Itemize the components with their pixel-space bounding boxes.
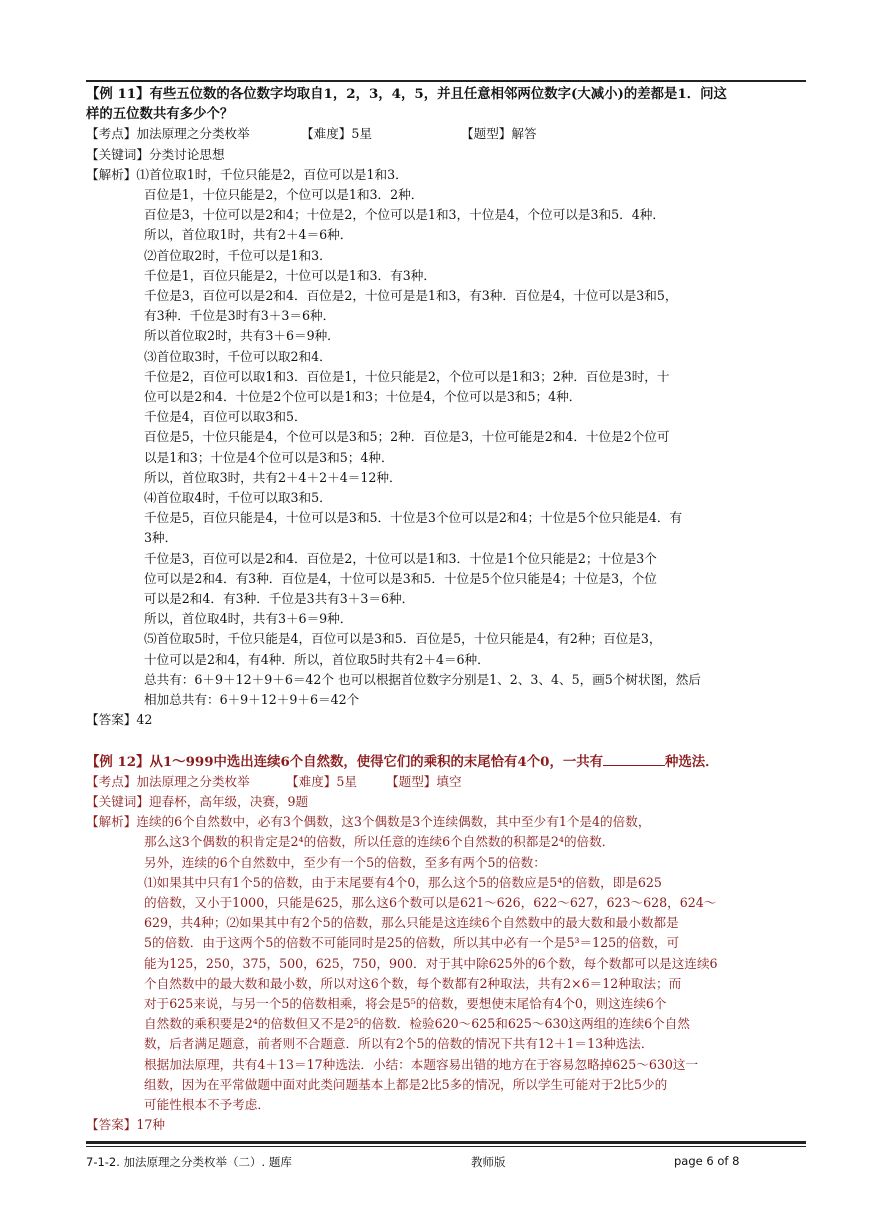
- analysis-line: 所以首位取2时，共有3＋6＝9种．: [144, 328, 340, 344]
- example-11-meta: [86, 124, 806, 144]
- example-11-analysis-first: [86, 165, 806, 185]
- analysis-line: 位可以是2和4．有3种．百位是4，十位可以是3和5．十位是5个位只能是4；十位是3，个位: [144, 570, 657, 586]
- example-12-keyword: 【关键词】迎春杯，高年级，决赛，9题: [86, 793, 309, 809]
- example-12: [86, 752, 806, 1136]
- analysis-line: ⑴如果其中只有1个5的倍数，由于末尾要有4个0，那么这个5的倍数应是5⁴的倍数，即是625: [144, 874, 662, 890]
- analysis-line: ⑷首位取4时，千位可以取3和5．: [144, 490, 332, 506]
- analysis-line: 个自然数中的最大数和最小数，所以对这6个数，每个数都有2种取法，共有2×6＝12种取法；而: [144, 975, 682, 991]
- example-11: [86, 84, 806, 731]
- analysis-line: 所以，首位取1时，共有2＋4＝6种．: [144, 227, 353, 243]
- analysis-line: 629，共4种；⑵如果其中有2个5的倍数，那么只能是这连续6个自然数中的最大数和最小数都是: [144, 915, 679, 931]
- example-12-analysis-first: [86, 812, 806, 832]
- analysis-line: 的倍数，又小于1000，只能是625，那么这6个数可以是621～626，622～627，623～628，624～: [144, 894, 717, 910]
- analysis-line: 可以是2和4．有3种．千位是3共有3＋3＝6种．: [144, 591, 415, 607]
- analysis-line: 自然数的乘积要是2⁴的倍数但又不是2⁵的倍数．检验620～625和625～630这两组的连续6个自然: [144, 1016, 690, 1032]
- analysis-line: 位可以是2和4．十位是2个位可以是1和3；十位是4，个位可以是3和5；4种．: [144, 389, 582, 405]
- analysis-line: ⑸首位取5时，千位只能是4，百位可以是3和5．百位是5，十位只能是4，有2种；百位是3，: [144, 631, 662, 647]
- analysis-line: 相加总共有：6＋9＋12＋9＋6＝42个: [144, 692, 360, 708]
- example-11-kaodian: 【考点】加法原理之分类枚举: [86, 126, 250, 142]
- analysis-line: 百位是3，十位可以是2和4；十位是2，个位可以是1和3，十位是4，个位可以是3和5．4种．: [144, 207, 665, 223]
- example-12-meta: [86, 772, 806, 792]
- analysis-line: 能为125，250，375，500，625，750，900．对于其中除625外的6个数，每个数都可以是这连续6: [144, 955, 718, 971]
- example-11-analysis-label: 【解析】: [86, 166, 137, 182]
- example-11-tixing: 【题型】解答: [461, 126, 537, 142]
- example-11-question-line-2: 样的五位数共有多少个？: [86, 106, 234, 123]
- analysis-line: 所以，首位取3时，共有2＋4＋2＋4＝12种．: [144, 469, 402, 485]
- analysis-line: 可能性根本不予考虑．: [144, 1096, 270, 1112]
- analysis-line: 千位是1，百位只能是2，十位可以是1和3．有3种．: [144, 267, 436, 283]
- example-11-analysis-text: ⑴首位取1时，千位只能是2，百位可以是1和3．: [136, 166, 408, 182]
- analysis-line: 以是1和3；十位是4个位可以是3和5；4种．: [144, 449, 394, 465]
- example-11-analysis-body: [86, 185, 806, 710]
- example-12-nandu: 【难度】5星: [286, 773, 357, 789]
- analysis-line: 千位是4，百位可以取3和5．: [144, 409, 307, 425]
- footer-edition: 教师版: [471, 1155, 506, 1169]
- example-12-analysis-label: 【解析】: [86, 814, 137, 830]
- example-12-analysis-body: [86, 832, 806, 1115]
- top-rule: [86, 80, 806, 82]
- example-11-keyword: 【关键词】分类讨论思想: [86, 146, 225, 162]
- analysis-line: 根据加法原理，共有4＋13＝17种选法．小结：本题容易出错的地方在于容易忽略掉625～630这一: [144, 1056, 699, 1072]
- example-12-question-text: 【例 12】从1～999中选出连续6个自然数，使得它们的乘积的末尾恰有4个0，一共有: [86, 753, 604, 770]
- analysis-line: 对于625来说，与另一个5的倍数相乘，将会是5⁵的倍数，要想使末尾恰有4个0，则这连续6个: [144, 995, 667, 1011]
- answer-blank: [603, 753, 665, 766]
- example-12-analysis-text: 连续的6个自然数中，必有3个偶数，这3个偶数是3个连续偶数，其中至少有1个是4的倍数，: [136, 814, 651, 830]
- analysis-line: 那么这3个偶数的积肯定是2⁴的倍数，所以任意的连续6个自然数的积都是2⁴的倍数．: [144, 834, 615, 850]
- example-12-kaodian: 【考点】加法原理之分类枚举: [86, 773, 250, 789]
- analysis-line: ⑶首位取3时，千位可以取2和4．: [144, 348, 332, 364]
- analysis-line: 千位是2，百位可以取1和3．百位是1，十位只能是2，个位可以是1和3；2种．百位是3时，十: [144, 368, 670, 384]
- example-12-question: [86, 752, 806, 772]
- analysis-line: 十位可以是2和4，有4种．所以，首位取5时共有2＋4＝6种．: [144, 651, 490, 667]
- analysis-line: 所以，首位取4时，共有3＋6＝9种．: [144, 611, 353, 627]
- page-content: [86, 80, 806, 1135]
- example-12-answer: 【答案】17种: [86, 1117, 165, 1133]
- analysis-line: ⑵首位取2时，千位可以是1和3．: [144, 247, 332, 263]
- analysis-line: 3种．: [144, 530, 178, 546]
- analysis-line: 百位是5，十位只能是4，个位可以是3和5；2种．百位是3，十位可能是2和4．十位是2个位可: [144, 429, 670, 445]
- analysis-line: 千位是3，百位可以是2和4．百位是2，十位可是是1和3，有3种．百位是4，十位可以是3和5，: [144, 288, 678, 304]
- analysis-line: 另外，连续的6个自然数中，至少有一个5的倍数，至多有两个5的倍数：: [144, 854, 546, 870]
- page-footer: [86, 1141, 806, 1171]
- footer-title: 7-1-2. 加法原理之分类枚举（二）. 题库: [86, 1155, 292, 1169]
- footer-page-number: page 6 of 8: [674, 1154, 740, 1168]
- analysis-line: 5的倍数．由于这两个5的倍数不可能同时是25的倍数，所以其中必有一个是5³＝125的倍数，可: [144, 935, 680, 951]
- example-11-answer: 【答案】42: [86, 712, 153, 728]
- example-12-tixing: 【题型】填空: [386, 773, 462, 789]
- example-12-question-tail: 种选法．: [665, 753, 719, 770]
- analysis-line: 有3种．千位是3时有3＋3＝6种．: [144, 308, 336, 324]
- analysis-line: 百位是1，十位只能是2，个位可以是1和3．2种．: [144, 187, 424, 203]
- analysis-line: 千位是5，百位只能是4，十位可以是3和5．十位是3个位可以是2和4；十位是5个位只能是4．有: [144, 510, 683, 526]
- example-11-question-line-1: 【例 11】有些五位数的各位数字均取自1，2，3，4，5，并且任意相邻两位数字(大减小)的差都是1．问这: [86, 86, 727, 102]
- footer-rule: [86, 1141, 806, 1144]
- analysis-line: 总共有：6＋9＋12＋9＋6＝42个 也可以根据首位数字分别是1、2、3、4、5，画5个树状图，然后: [144, 671, 701, 687]
- analysis-line: 数，后者满足题意，前者则不合题意．所以有2个5的倍数的情况下共有12＋1＝13种选法．: [144, 1036, 654, 1052]
- analysis-line: 组数，因为在平常做题中面对此类问题基本上都是2比5多的情况，所以学生可能对于2比5少的: [144, 1076, 668, 1092]
- analysis-line: 千位是3，百位可以是2和4．百位是2，十位可以是1和3．十位是1个位只能是2；十位是3个: [144, 550, 657, 566]
- example-11-nandu: 【难度】5星: [301, 126, 372, 142]
